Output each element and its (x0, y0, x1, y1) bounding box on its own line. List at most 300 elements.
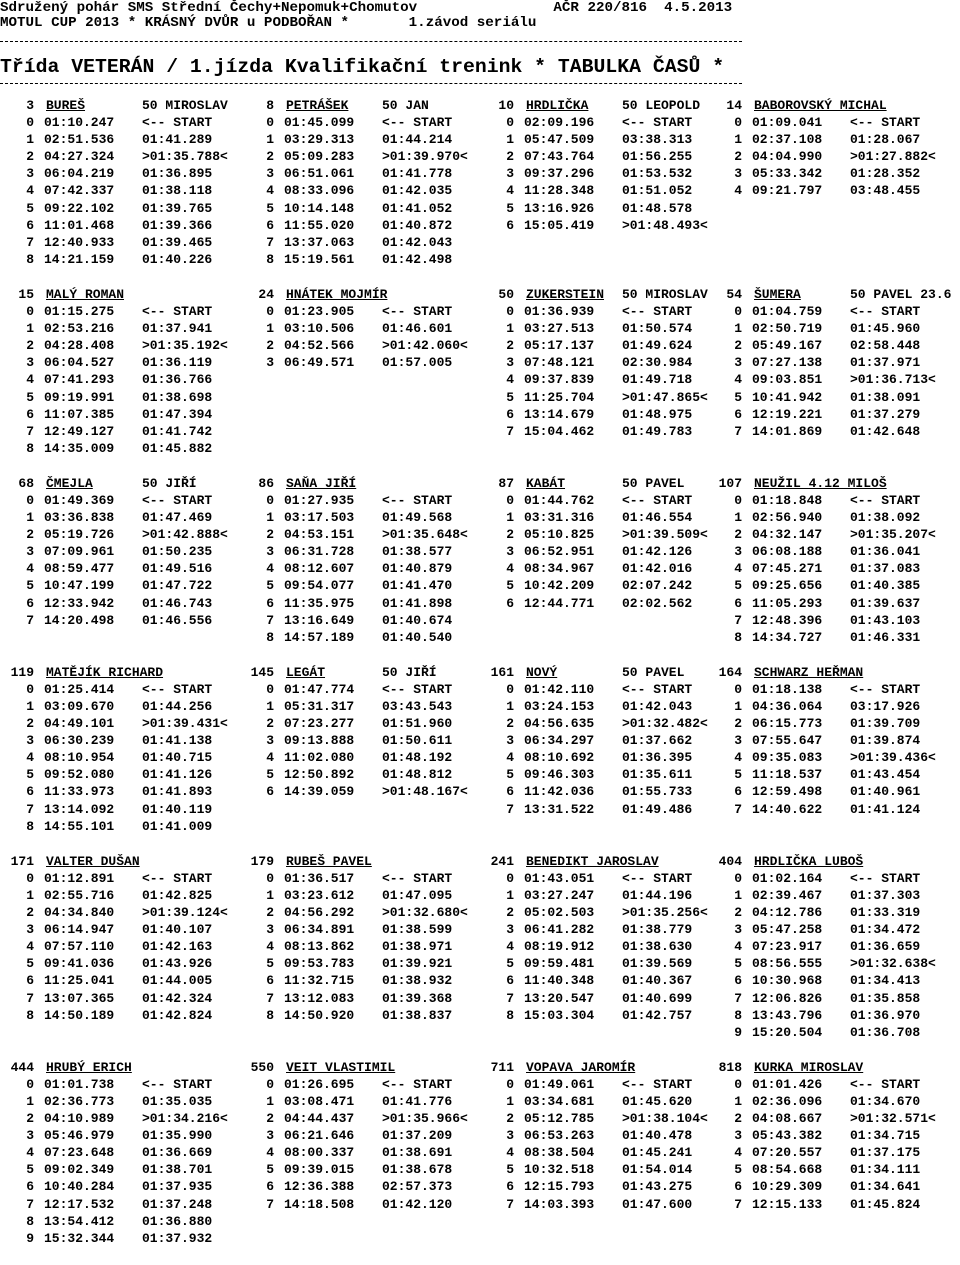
lap-number: 0 (506, 681, 514, 697)
lap-number: 3 (26, 1128, 34, 1144)
total-time: 14:34.727 (752, 629, 823, 645)
lap-row (0, 131, 960, 148)
lap-number: 2 (506, 527, 514, 543)
lap-row (0, 406, 960, 423)
lap-time: 01:40.107 (142, 922, 213, 938)
lap-number: 3 (734, 544, 742, 560)
lap-number: 2 (734, 338, 742, 354)
lap-number: 1 (26, 321, 34, 337)
lap-time: 01:50.235 (142, 544, 213, 560)
total-time: 04:12.786 (752, 905, 823, 921)
event-header-line-1: Sdružený pohár SMS Střední Čechy+Nepomuk+Chomutov AČR 220/816 4.5.2013 (0, 0, 733, 16)
lap-time: 01:48.578 (622, 200, 693, 216)
lap-number: 0 (506, 115, 514, 131)
total-time: 01:36.939 (524, 304, 595, 320)
lap-number: 6 (26, 595, 34, 611)
start-number: 145 (250, 664, 274, 680)
lap-time: 01:40.699 (622, 990, 693, 1006)
lap-number: 4 (26, 750, 34, 766)
lap-number: 7 (734, 612, 742, 628)
lap-number: 2 (26, 338, 34, 354)
lap-time: 01:38.932 (382, 973, 453, 989)
lap-time: 01:43.454 (850, 767, 921, 783)
lap-time: 01:40.367 (622, 973, 693, 989)
lap-number: 4 (266, 939, 274, 955)
total-time: 03:08.471 (284, 1093, 355, 1109)
lap-number: 7 (506, 1196, 514, 1212)
lap-time: 01:47.722 (142, 578, 213, 594)
total-time: 14:39.059 (284, 784, 355, 800)
lap-time: 01:42.126 (622, 544, 693, 560)
lap-row (0, 990, 960, 1007)
lap-row (0, 320, 960, 337)
lap-number: 4 (506, 561, 514, 577)
lap-number: 7 (266, 234, 274, 250)
start-number: 171 (10, 853, 34, 869)
total-time: 10:47.199 (44, 578, 115, 594)
lap-number: 5 (506, 1162, 514, 1178)
lap-time: 01:38.630 (622, 939, 693, 955)
total-time: 12:49.127 (44, 423, 115, 439)
lap-number: 2 (266, 905, 274, 921)
lap-number: 4 (734, 372, 742, 388)
total-time: 05:31.317 (284, 699, 355, 714)
lap-time: 01:38.678 (382, 1162, 453, 1178)
total-time: 02:36.773 (44, 1093, 115, 1109)
lap-time: 01:41.742 (142, 423, 213, 439)
start-marker: <-- START (850, 492, 921, 508)
start-number: 14 (726, 98, 742, 113)
rider-name: NEUŽIL 4.12 MILOŠ (754, 475, 887, 491)
rider-name: SCHWARZ HEŘMAN (754, 664, 864, 680)
total-time: 05:10.825 (524, 527, 595, 543)
lap-time: 01:41.052 (382, 200, 453, 216)
start-number: 550 (250, 1059, 274, 1075)
lap-number: 4 (266, 561, 274, 577)
lap-time: 01:39.874 (850, 733, 921, 749)
total-time: 04:08.667 (752, 1111, 823, 1127)
lap-number: 5 (734, 767, 742, 783)
lap-number: 6 (26, 784, 34, 800)
total-time: 06:49.571 (284, 355, 355, 371)
lap-row (0, 337, 960, 354)
lap-time: 01:49.486 (622, 801, 693, 817)
page-title: Třída VETERÁN / 1.jízda Kvalifikační trenink * TABULKA ČASŮ * (0, 56, 725, 78)
lap-number: 2 (26, 716, 34, 732)
start-marker: <-- START (850, 304, 921, 320)
total-time: 06:04.527 (44, 355, 115, 371)
total-time: 14:21.159 (44, 251, 115, 267)
total-time: 08:59.477 (44, 561, 115, 577)
total-time: 01:18.848 (752, 492, 823, 508)
start-marker: <-- START (382, 1076, 453, 1092)
lap-number: 2 (26, 527, 34, 543)
lap-number: 0 (734, 870, 742, 886)
lap-number: 0 (734, 115, 742, 131)
total-time: 09:59.481 (524, 956, 595, 972)
results-table (0, 97, 960, 1265)
lap-time: 01:38.779 (622, 922, 693, 938)
lap-time: 01:42.163 (142, 939, 213, 955)
rider-header-row (0, 286, 960, 303)
lap-time: 02:57.373 (382, 1179, 453, 1195)
lap-number: 6 (506, 595, 514, 611)
lap-number: 6 (734, 784, 742, 800)
total-time: 12:59.498 (752, 784, 823, 800)
lap-time: 01:44.256 (142, 699, 213, 714)
lap-number: 2 (506, 338, 514, 354)
total-time: 12:19.221 (752, 406, 823, 422)
lap-time: 01:40.674 (382, 612, 453, 628)
total-time: 02:37.108 (752, 132, 823, 148)
lap-number: 2 (266, 149, 274, 165)
total-time: 01:04.759 (752, 304, 823, 320)
total-time: 09:13.888 (284, 733, 355, 749)
lap-number: 2 (266, 338, 274, 354)
lap-row (0, 1196, 960, 1213)
start-marker: <-- START (622, 492, 693, 508)
lap-number: 5 (266, 578, 274, 594)
rider-header-row (0, 1059, 960, 1076)
total-time: 01:27.935 (284, 492, 355, 508)
lap-time: 01:39.709 (850, 716, 921, 732)
lap-number: 4 (506, 1145, 514, 1161)
lap-time: 01:38.698 (142, 389, 213, 405)
lap-time: 01:43.275 (622, 1179, 693, 1195)
rider-name: BENEDIKT JAROSLAV (526, 853, 659, 869)
lap-number: 6 (734, 973, 742, 989)
lap-row (0, 749, 960, 766)
lap-number: 3 (734, 166, 742, 182)
total-time: 02:09.196 (524, 115, 595, 131)
total-time: 09:37.839 (524, 372, 595, 388)
start-marker: <-- START (622, 681, 693, 697)
lap-number: 7 (26, 423, 34, 439)
total-time: 11:07.385 (44, 406, 115, 422)
lap-time: 01:39.637 (850, 595, 921, 611)
lap-time: 01:34.111 (850, 1162, 921, 1178)
rider-name: RUBEŠ PAVEL (286, 853, 372, 869)
lap-time: 01:53.532 (622, 166, 693, 182)
lap-time: 01:48.975 (622, 406, 693, 422)
lap-time: 02:58.448 (850, 338, 921, 354)
lap-time: 01:46.556 (142, 612, 213, 628)
lap-row (0, 921, 960, 938)
start-number: 179 (250, 853, 274, 869)
total-time: 11:02.080 (284, 750, 355, 766)
lap-time: 01:54.014 (622, 1162, 693, 1178)
start-number: 3 (26, 98, 34, 113)
lap-time: 01:38.701 (142, 1162, 213, 1178)
rider-name: ZUKERSTEIN (526, 286, 605, 302)
lap-number: 0 (26, 1076, 34, 1092)
lap-row (0, 492, 960, 509)
divider-bottom (0, 83, 742, 84)
lap-time: 01:51.052 (622, 183, 693, 199)
rider-name: KURKA MIROSLAV (754, 1059, 864, 1075)
rider-name: ŠUMERA (754, 286, 801, 302)
lap-time: 02:30.984 (622, 355, 693, 371)
lap-time: 01:50.574 (622, 321, 693, 337)
rider-first-name: 50 JIŘÍ (142, 475, 197, 491)
lap-number: 3 (506, 922, 514, 938)
rider-name: VOPAVA JAROMÍR (526, 1059, 636, 1075)
lap-number: 3 (506, 355, 514, 371)
lap-number: 5 (734, 1162, 742, 1178)
lap-time: 01:40.226 (142, 251, 213, 267)
lap-number: 7 (266, 990, 274, 1006)
lap-time: 01:40.872 (382, 217, 453, 233)
lap-number: 4 (506, 939, 514, 955)
lap-row (0, 801, 960, 818)
lap-number: 2 (734, 1111, 742, 1127)
rider-first-name: 50 MIROSLAV (142, 98, 228, 113)
lap-row (0, 371, 960, 388)
total-time: 11:42.036 (524, 784, 595, 800)
lap-time: 01:36.395 (622, 750, 693, 766)
lap-time: 01:40.478 (622, 1128, 693, 1144)
total-time: 11:35.975 (284, 595, 355, 611)
total-time: 01:43.051 (524, 870, 595, 886)
total-time: 09:22.102 (44, 200, 115, 216)
lap-number: 9 (26, 1230, 34, 1246)
lap-time: 01:36.895 (142, 166, 213, 182)
lap-time: 01:37.932 (142, 1230, 213, 1246)
total-time: 15:19.561 (284, 251, 355, 267)
lap-row (0, 612, 960, 629)
lap-time: 01:43.103 (850, 612, 921, 628)
lap-time: 01:46.554 (622, 510, 693, 526)
lap-number: 1 (266, 321, 274, 337)
lap-number: 6 (26, 973, 34, 989)
lap-number: 2 (734, 149, 742, 165)
lap-row (0, 955, 960, 972)
lap-number: 6 (506, 1179, 514, 1195)
total-time: 04:10.989 (44, 1111, 115, 1127)
lap-time: 01:42.648 (850, 423, 921, 439)
rider-first-name: 50 LEOPOLD (622, 98, 701, 113)
lap-time: 01:47.095 (382, 887, 453, 903)
total-time: 03:29.313 (284, 132, 355, 148)
start-marker: <-- START (142, 304, 213, 320)
lap-time: 01:49.624 (622, 338, 693, 354)
rider-header-row (0, 853, 960, 870)
best-lap-time: >01:32.482< (622, 716, 708, 732)
total-time: 11:33.973 (44, 784, 115, 800)
start-number: 24 (258, 286, 274, 302)
best-lap-time: >01:48.167< (382, 784, 468, 800)
total-time: 06:51.061 (284, 166, 355, 182)
lap-number: 1 (26, 132, 34, 148)
lap-row (0, 972, 960, 989)
total-time: 06:14.947 (44, 922, 115, 938)
lap-time: 01:37.935 (142, 1179, 213, 1195)
lap-number: 0 (26, 492, 34, 508)
rider-first-name: 50 JIŘÍ (382, 664, 437, 680)
lap-number: 1 (734, 887, 742, 903)
total-time: 10:40.284 (44, 1179, 115, 1195)
total-time: 09:53.783 (284, 956, 355, 972)
lap-number: 5 (506, 389, 514, 405)
start-number: 50 (498, 286, 514, 302)
lap-time: 01:37.175 (850, 1145, 921, 1161)
lap-time: 01:49.568 (382, 510, 453, 526)
total-time: 05:19.726 (44, 527, 115, 543)
lap-number: 3 (26, 922, 34, 938)
lap-time: 01:42.035 (382, 183, 453, 199)
lap-time: 01:38.599 (382, 922, 453, 938)
total-time: 04:44.437 (284, 1111, 355, 1127)
lap-number: 4 (734, 1145, 742, 1161)
lap-time: 01:36.669 (142, 1145, 213, 1161)
rider-name: LEGÁT (286, 664, 326, 680)
lap-number: 0 (266, 115, 274, 131)
best-lap-time: >01:27.882< (850, 149, 936, 165)
lap-number: 5 (26, 389, 34, 405)
lap-number: 7 (734, 990, 742, 1006)
lap-number: 4 (26, 372, 34, 388)
lap-number: 3 (734, 355, 742, 371)
total-time: 03:36.838 (44, 510, 115, 526)
lap-number: 8 (26, 1007, 34, 1023)
total-time: 05:49.167 (752, 338, 823, 354)
total-time: 11:55.020 (284, 217, 355, 233)
total-time: 09:25.656 (752, 578, 823, 594)
lap-number: 3 (266, 922, 274, 938)
lap-number: 7 (26, 612, 34, 628)
lap-time: 01:40.879 (382, 561, 453, 577)
lap-number: 0 (506, 304, 514, 320)
total-time: 02:56.940 (752, 510, 823, 526)
lap-time: 02:07.242 (622, 578, 693, 594)
total-time: 08:19.912 (524, 939, 595, 955)
total-time: 12:50.892 (284, 767, 355, 783)
total-time: 01:26.695 (284, 1076, 355, 1092)
lap-number: 8 (26, 818, 34, 834)
lap-number: 5 (26, 200, 34, 216)
start-number: 54 (726, 286, 742, 302)
total-time: 01:15.275 (44, 304, 115, 320)
lap-time: 01:46.331 (850, 629, 921, 645)
best-lap-time: >01:32.680< (382, 905, 468, 921)
lap-number: 5 (26, 956, 34, 972)
total-time: 15:04.462 (524, 423, 595, 439)
lap-time: 01:37.209 (382, 1128, 453, 1144)
lap-time: 01:41.009 (142, 818, 213, 834)
total-time: 03:31.316 (524, 510, 595, 526)
lap-time: 01:42.324 (142, 990, 213, 1006)
start-number: 8 (266, 98, 274, 113)
lap-time: 01:47.600 (622, 1196, 693, 1212)
lap-time: 01:49.783 (622, 423, 693, 439)
lap-time: 01:37.279 (850, 406, 921, 422)
rider-name: BUREŠ (46, 98, 86, 113)
total-time: 01:18.138 (752, 681, 823, 697)
total-time: 09:54.077 (284, 578, 355, 594)
lap-number: 4 (734, 750, 742, 766)
best-lap-time: >01:35.966< (382, 1111, 468, 1127)
lap-number: 1 (26, 510, 34, 526)
total-time: 15:32.344 (44, 1230, 115, 1246)
lap-number: 2 (734, 905, 742, 921)
lap-time: 01:44.196 (622, 887, 693, 903)
start-marker: <-- START (850, 1076, 921, 1092)
lap-time: 01:41.124 (850, 801, 921, 817)
lap-number: 9 (734, 1024, 742, 1040)
total-time: 04:56.292 (284, 905, 355, 921)
lap-time: 01:48.192 (382, 750, 453, 766)
lap-time: 01:42.824 (142, 1007, 213, 1023)
lap-number: 3 (506, 1128, 514, 1144)
lap-number: 4 (734, 939, 742, 955)
divider-top (0, 41, 742, 42)
lap-time: 01:42.757 (622, 1007, 693, 1023)
total-time: 07:09.961 (44, 544, 115, 560)
lap-time: 01:37.083 (850, 561, 921, 577)
lap-time: 01:41.776 (382, 1093, 453, 1109)
lap-number: 0 (506, 1076, 514, 1092)
lap-number: 2 (26, 905, 34, 921)
lap-time: 01:46.601 (382, 321, 453, 337)
total-time: 10:32.518 (524, 1162, 595, 1178)
lap-time: 01:40.119 (142, 801, 213, 817)
total-time: 03:34.681 (524, 1093, 595, 1109)
total-time: 01:09.041 (752, 115, 823, 131)
rider-name: BABOROVSKÝ MICHAL (754, 98, 887, 113)
total-time: 11:05.293 (752, 595, 823, 611)
lap-time: 01:41.893 (142, 784, 213, 800)
best-lap-time: >01:42.888< (142, 527, 228, 543)
lap-number: 1 (506, 1093, 514, 1109)
best-lap-time: >01:48.493< (622, 217, 708, 233)
total-time: 04:27.324 (44, 149, 115, 165)
lap-row (0, 1144, 960, 1161)
lap-number: 3 (26, 733, 34, 749)
total-time: 01:12.891 (44, 870, 115, 886)
best-lap-time: >01:35.788< (142, 149, 228, 165)
lap-time: 01:36.970 (850, 1007, 921, 1023)
lap-number: 7 (734, 423, 742, 439)
lap-number: 6 (506, 784, 514, 800)
lap-number: 5 (734, 578, 742, 594)
lap-row (0, 182, 960, 199)
total-time: 05:46.979 (44, 1128, 115, 1144)
lap-time: 01:35.611 (622, 767, 693, 783)
total-time: 08:33.096 (284, 183, 355, 199)
total-time: 08:10.954 (44, 750, 115, 766)
start-number: 241 (490, 853, 514, 869)
lap-time: 01:34.715 (850, 1128, 921, 1144)
lap-number: 3 (26, 355, 34, 371)
total-time: 13:37.063 (284, 234, 355, 250)
lap-time: 01:41.126 (142, 767, 213, 783)
total-time: 09:41.036 (44, 956, 115, 972)
lap-time: 01:36.119 (142, 355, 213, 371)
rider-first-name: 50 JAN (382, 98, 429, 113)
total-time: 10:14.148 (284, 200, 355, 216)
total-time: 14:03.393 (524, 1196, 595, 1212)
lap-time: 01:42.043 (622, 699, 693, 714)
total-time: 05:43.382 (752, 1128, 823, 1144)
lap-time: 01:40.540 (382, 629, 453, 645)
lap-time: 01:39.366 (142, 217, 213, 233)
lap-number: 0 (506, 870, 514, 886)
rider-first-name: 50 MIROSLAV (622, 286, 708, 302)
lap-number: 0 (506, 492, 514, 508)
rider-header-row (0, 664, 960, 681)
lap-time: 01:50.611 (382, 733, 453, 749)
lap-number: 1 (26, 887, 34, 903)
